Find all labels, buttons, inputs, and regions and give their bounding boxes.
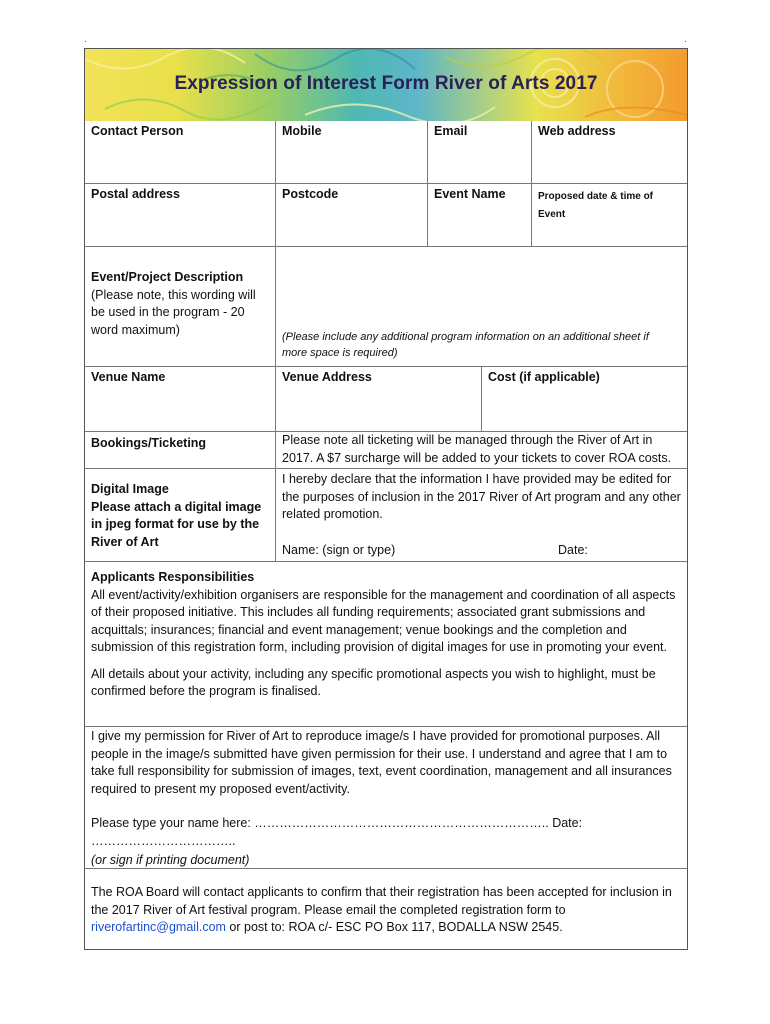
digital-image-label: Digital Image [91,482,169,496]
responsibilities-paragraph-2: All details about your activity, including any specific promotional aspects you wish to highlight, must be confirmed before the program is finalised. [91,666,656,698]
declaration-name-label: Name: (sign or type) [282,543,396,557]
web-address-field[interactable] [532,121,687,184]
page-dot-right: . [684,34,687,45]
expression-of-interest-form [84,48,688,950]
digital-image-instructions: Please attach a digital image in jpeg format for use by the River of Art [91,499,262,549]
postcode-field[interactable] [276,184,428,247]
declaration-date-field[interactable] [558,542,588,560]
mobile-field[interactable] [276,121,428,184]
cost-label: Cost (if applicable) [488,370,600,384]
declaration-text: I hereby declare that the information I have provided may be edited for the purposes of inclusion in the 2017 River of Art program and any other related promotion. [282,472,681,521]
description-note: (Please note, this wording will be used in the program - 20 word maximum) [91,287,256,337]
venue-name-label: Venue Name [91,370,166,384]
responsibilities-title: Applicants Responsibilities [91,570,255,584]
description-input[interactable] [276,247,687,367]
responsibilities-paragraph-1: All event/activity/exhibition organisers are responsible for the management and coordination of all aspects of their proposed initiative. This includes all funding requirements; associated grant submissions and acquittals; insurances; financial and event management; venue bookings and the completion and submission of this registration form, including provision of digital images for use in promoting your event. [91,587,676,654]
bookings-note-cell [276,432,687,469]
contact-person-field[interactable] [85,121,276,184]
description-label-cell [85,247,276,367]
responsibilities-section [85,562,687,727]
permission-section [85,727,687,869]
web-address-label: Web address [538,124,616,138]
email-field[interactable] [428,121,532,184]
contact-text-before: The ROA Board will contact applicants to confirm that their registration has been accepted for inclusion in the 2017 River of Art festival program. Please email the completed registration form to [91,885,672,917]
description-hint: (Please include any additional program information on an additional sheet if more space is required) [282,331,649,359]
permission-sign-note: (or sign if printing document) [91,853,250,867]
bookings-note: Please note all ticketing will be managed through the River of Art in 2017. A $7 surcharge will be added to your tickets to cover ROA costs. [282,433,672,465]
form-title: Expression of Interest Form River of Arts 2017 [174,73,598,94]
contact-section [85,869,687,949]
cost-field[interactable] [482,367,687,432]
postal-address-label: Postal address [91,187,180,201]
contact-text-after: or post to: ROA c/- ESC PO Box 117, BODALLA NSW 2545. [225,920,563,934]
description-label: Event/Project Description [91,270,244,284]
contact-email-link[interactable]: riverofartinc@gmail.com [91,920,226,934]
proposed-date-label: Proposed date & time of Event [538,191,654,220]
declaration-date-label: Date: [558,543,588,557]
postal-address-field[interactable] [85,184,276,247]
page-dot-left: . [84,34,87,45]
event-name-label: Event Name [434,187,506,201]
digital-image-label-cell [85,469,276,562]
bookings-label: Bookings/Ticketing [91,436,207,450]
banner [85,49,687,121]
email-label: Email [434,124,468,138]
postcode-label: Postcode [282,187,339,201]
contact-person-label: Contact Person [91,124,184,138]
venue-address-field[interactable] [276,367,482,432]
proposed-date-field[interactable] [532,184,687,247]
declaration-name-field[interactable] [282,542,395,560]
mobile-label: Mobile [282,124,322,138]
event-name-field[interactable] [428,184,532,247]
permission-text: I give my permission for River of Art to reproduce image/s I have provided for promotional purposes. All people in the image/s submitted have given permission for their use. I understand and agree that I am to take full responsibility for submission of images, text, event coordination, management and all insurances required to present my proposed event/activity. [91,729,672,796]
permission-name-line[interactable]: Please type your name here: …………………………………………………………….. Date: …………………………….. [91,816,583,848]
declaration-cell [276,469,687,562]
venue-name-field[interactable] [85,367,276,432]
bookings-label-cell [85,432,276,469]
venue-address-label: Venue Address [282,370,372,384]
